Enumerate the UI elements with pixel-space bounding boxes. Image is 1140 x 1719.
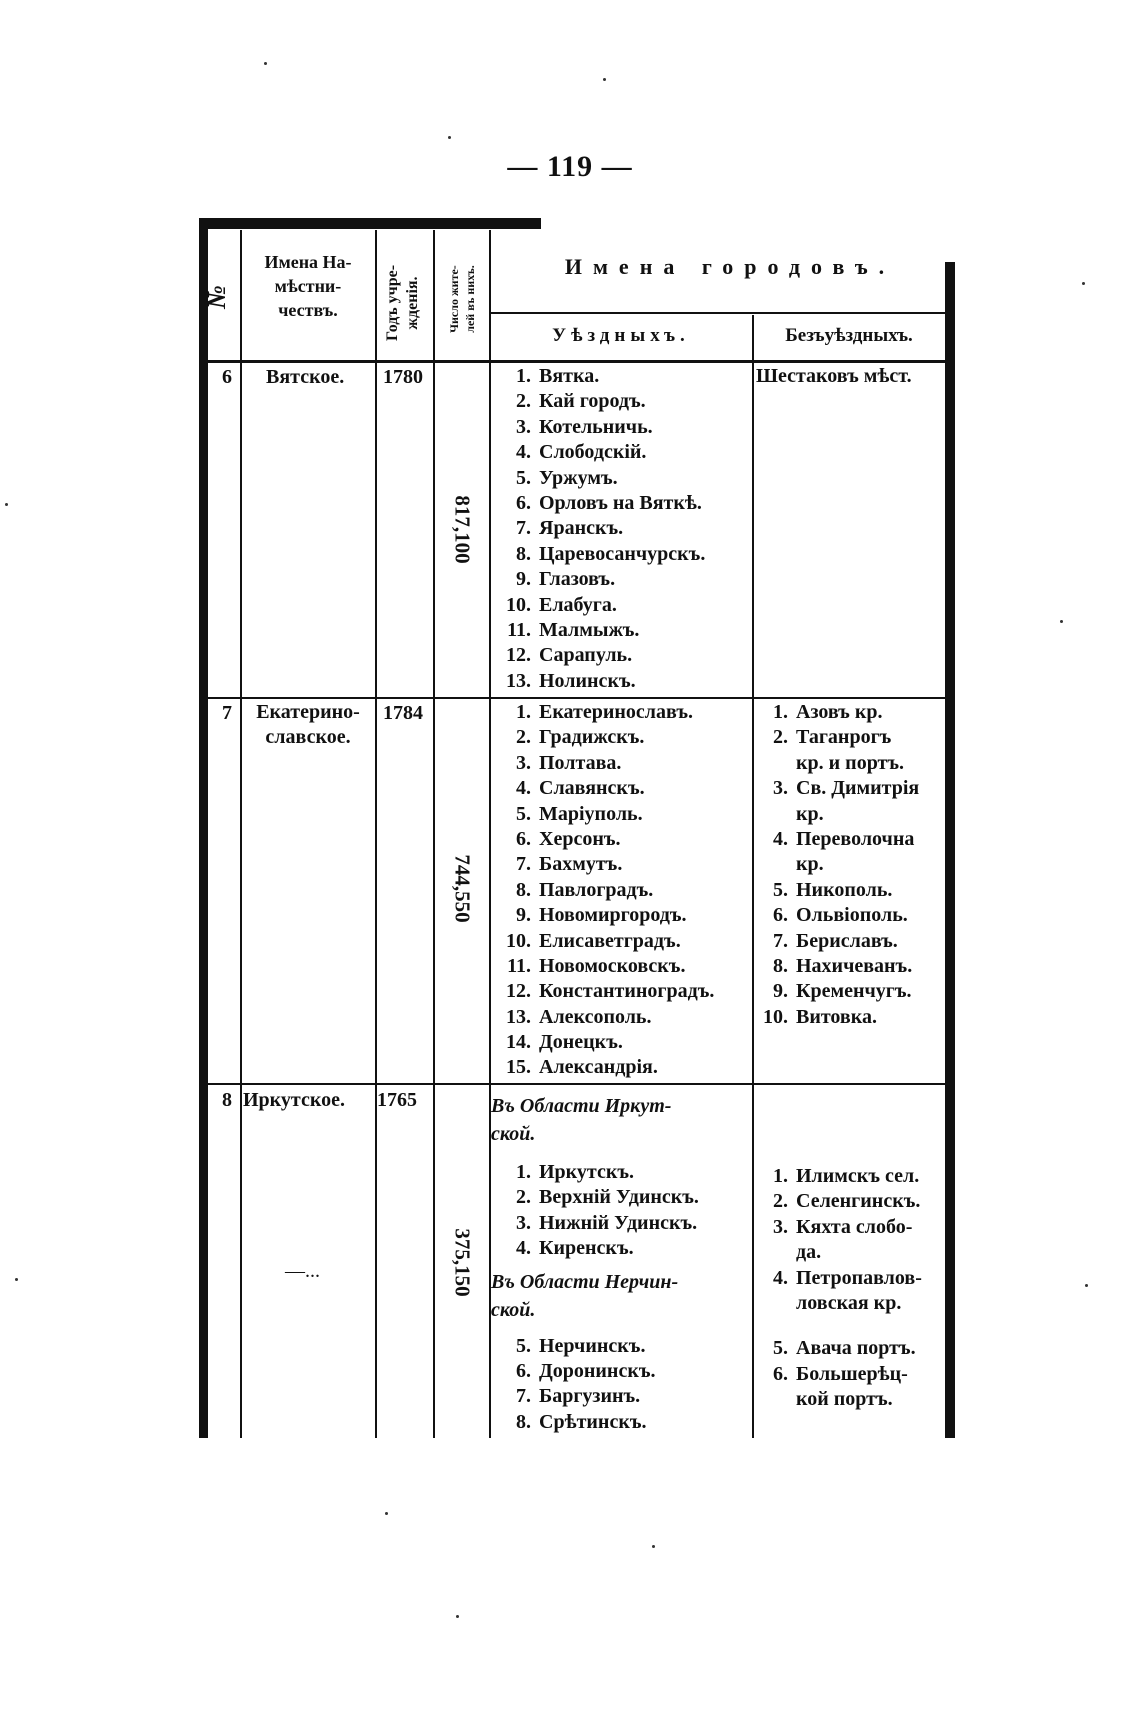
item-number: 5. (516, 802, 531, 825)
list-item (491, 700, 751, 725)
list-item (748, 929, 944, 954)
list-item (491, 491, 751, 516)
list-item (491, 1055, 751, 1080)
city-name: кр. (796, 853, 824, 876)
list-item (491, 1236, 751, 1261)
list-item (748, 776, 944, 801)
item-number: 7. (516, 517, 531, 540)
district-cities-list (491, 700, 751, 1081)
item-number: 8. (516, 878, 531, 901)
list-item (491, 852, 751, 877)
item-number (748, 1291, 796, 1316)
item-number: 8. (773, 954, 788, 977)
city-name: Витовка. (796, 1005, 877, 1028)
item-number: 7. (516, 853, 531, 876)
item-number (748, 802, 796, 827)
item-number: 2. (516, 726, 531, 749)
item-number: 4. (516, 777, 531, 800)
nondistrict-cities-list (748, 700, 944, 1030)
list-item (491, 618, 751, 643)
city-name: Маріуполь. (539, 802, 643, 825)
header-population: Число жите- лей въ нихъ. (447, 265, 477, 333)
list-item (491, 979, 751, 1004)
item-number: 6. (773, 1362, 788, 1385)
scan-speck (385, 1512, 388, 1515)
header-district: Уѣздныхъ. (552, 325, 690, 346)
item-number: 5. (773, 1337, 788, 1360)
list-item (491, 827, 751, 852)
item-number: 5. (516, 1334, 531, 1357)
list-item (748, 852, 944, 877)
list-item (491, 929, 751, 954)
row-number: 8 (222, 1089, 232, 1111)
city-name: Срѣтинскъ. (539, 1410, 647, 1433)
city-name: Донецкъ. (539, 1031, 623, 1054)
city-name: Орловъ на Вяткѣ. (539, 491, 702, 514)
item-number: 7. (773, 929, 788, 952)
item-number: 4. (773, 827, 788, 850)
city-name: Новомиргородъ. (539, 904, 687, 927)
city-name: Верхній Удинскъ. (539, 1186, 699, 1209)
item-number: 4. (516, 441, 531, 464)
city-name: Доронинскъ. (539, 1359, 656, 1382)
list-item (491, 1359, 751, 1384)
city-name: Сарапуль. (539, 644, 633, 667)
scan-speck (5, 503, 8, 506)
list-item (491, 542, 751, 567)
item-number: 3. (516, 415, 531, 438)
item-number: 14. (506, 1031, 531, 1054)
region-heading: Въ Области Иркут- ской. (491, 1095, 672, 1145)
city-name: кр. и портъ. (796, 751, 905, 774)
founding-year: 1784 (383, 702, 423, 724)
city-name: Ольвіополь. (796, 904, 908, 927)
list-item (748, 1387, 944, 1412)
item-number (748, 852, 796, 877)
item-number: 12. (506, 980, 531, 1003)
item-number: 13. (506, 1005, 531, 1028)
list-item (748, 1266, 944, 1291)
list-item (748, 903, 944, 928)
list-item (748, 1189, 944, 1214)
governorship-name: Иркутское. (243, 1089, 346, 1111)
item-number: 4. (773, 1266, 788, 1289)
city-name: ловская кр. (796, 1291, 902, 1314)
city-name: Нерчинскъ. (539, 1334, 646, 1357)
page-number: — 119 — (507, 150, 633, 183)
city-name: Бахмутъ. (539, 853, 623, 876)
city-name: Петропавлов- (796, 1266, 922, 1289)
col-line (433, 230, 435, 1438)
item-number: 10. (506, 593, 531, 616)
district-cities-list (491, 1092, 751, 1435)
item-number: 10. (506, 929, 531, 952)
city-name: Полтава. (539, 751, 622, 774)
city-name: Киренскъ. (539, 1237, 634, 1260)
list-item (748, 751, 944, 776)
city-name: Новомосковскъ. (539, 954, 686, 977)
item-number: 2. (773, 1190, 788, 1213)
founding-year: 1765 (377, 1089, 417, 1111)
header-cities: Имена городовъ. (564, 254, 896, 279)
city-name: Константиноградъ. (539, 980, 715, 1003)
city-name: Кай городъ. (539, 390, 646, 413)
list-item (491, 725, 751, 750)
list-item (748, 1240, 944, 1265)
dash-mark: —... (285, 1260, 320, 1282)
top-bar (205, 218, 541, 229)
city-name: Нижній Удинскъ. (539, 1211, 698, 1234)
city-name: Яранскъ. (539, 517, 624, 540)
list-item (491, 751, 751, 776)
row-separator (208, 1083, 945, 1085)
item-number: 11. (507, 954, 531, 977)
city-name: Екатеринославъ. (539, 701, 693, 723)
item-number: 15. (506, 1056, 531, 1079)
city-name: да. (796, 1241, 822, 1264)
city-name: Азовъ кр. (796, 701, 883, 723)
item-number: 1. (516, 1161, 531, 1183)
governorship-name: Екатерино- славское. (256, 701, 360, 748)
city-name: Алексополь. (539, 1005, 652, 1028)
founding-year: 1780 (383, 366, 423, 388)
right-border (945, 262, 955, 1438)
list-item (491, 364, 751, 389)
list-item (491, 1211, 751, 1236)
item-number: 3. (773, 1215, 788, 1238)
list-item (748, 1164, 944, 1189)
row-number: 6 (222, 366, 232, 388)
item-number: 10. (763, 1005, 788, 1028)
scan-speck (1060, 620, 1063, 623)
list-item (491, 567, 751, 592)
item-number: 6. (516, 491, 531, 514)
no-label: № (201, 285, 231, 309)
list-item (491, 954, 751, 979)
left-border (199, 218, 208, 1438)
spacer (491, 1324, 751, 1334)
item-number: 9. (773, 980, 788, 1003)
list-item (748, 1362, 944, 1387)
city-name: кой портъ. (796, 1388, 893, 1411)
list-item (491, 1384, 751, 1409)
city-name: Вятка. (539, 365, 600, 387)
item-number: 6. (773, 904, 788, 927)
city-name: Александрія. (539, 1056, 658, 1079)
city-name: Св. Димитрія (796, 777, 920, 800)
item-number: 5. (773, 878, 788, 901)
city-name: Нахичеванъ. (796, 954, 913, 977)
list-item (491, 669, 751, 694)
city-name: Херсонъ. (539, 827, 621, 850)
list-item (491, 389, 751, 414)
list-item (491, 440, 751, 465)
item-number: 1. (516, 365, 531, 387)
header-nondistrict: Безъуѣздныхъ. (785, 325, 913, 346)
header-bottom (208, 360, 945, 363)
list-item (491, 466, 751, 491)
city-name: Кременчугъ. (796, 980, 912, 1003)
item-number: 5. (516, 466, 531, 489)
city-name: Котельничь. (539, 415, 653, 438)
scan-speck (15, 1278, 18, 1281)
city-name: Шестаковъ мѣст. (756, 365, 912, 387)
city-name: Малмыжъ. (539, 618, 640, 641)
list-item (491, 1410, 751, 1435)
item-number: 6. (516, 1359, 531, 1382)
list-item (748, 700, 944, 725)
city-name: Нолинскъ. (539, 669, 636, 692)
list-item (491, 415, 751, 440)
list-item (491, 1160, 751, 1185)
col-line (240, 230, 242, 1438)
population-value: 375,150 (450, 1228, 475, 1297)
list-item (491, 593, 751, 618)
scan-speck (448, 136, 451, 139)
list-item (491, 643, 751, 668)
city-name: Слободскій. (539, 441, 647, 464)
city-name: Елабуга. (539, 593, 617, 616)
nondistrict-cities-list (756, 364, 944, 389)
item-number (748, 1387, 796, 1412)
region-heading: Въ Области Нерчин- ской. (491, 1270, 679, 1321)
spacer (491, 1148, 751, 1160)
list-item (748, 878, 944, 903)
item-number: 1. (516, 701, 531, 723)
list-item (491, 1005, 751, 1030)
city-name: Баргузинъ. (539, 1385, 641, 1408)
list-item (491, 776, 751, 801)
row-separator (208, 697, 945, 699)
city-name: кр. (796, 802, 824, 825)
item-number: 3. (516, 1211, 531, 1234)
item-number: 8. (516, 542, 531, 565)
governorship-name: Вятское. (266, 366, 345, 388)
scan-speck (456, 1615, 459, 1618)
city-name: Кяхта слобо- (796, 1215, 913, 1238)
item-number: 2. (516, 1186, 531, 1209)
city-name: Павлоградъ. (539, 878, 654, 901)
item-number: 9. (516, 568, 531, 591)
item-number: 3. (516, 751, 531, 774)
scan-speck (603, 78, 606, 81)
city-name: Елисаветградъ. (539, 929, 681, 952)
scan-speck (1082, 282, 1085, 285)
city-name: Славянскъ. (539, 777, 645, 800)
header-governorship: Имена На- мѣстни- чествъ. (264, 252, 352, 320)
scan-speck (264, 62, 267, 65)
scan-speck (652, 1545, 655, 1548)
item-number: 2. (773, 726, 788, 749)
list-item (491, 1185, 751, 1210)
list-item (748, 1215, 944, 1240)
item-number: 6. (516, 827, 531, 850)
item-number: 4. (516, 1237, 531, 1260)
row-number: 7 (222, 702, 232, 724)
list-item (748, 954, 944, 979)
list-item (491, 1030, 751, 1055)
list-item (491, 802, 751, 827)
item-number: 7. (516, 1385, 531, 1408)
list-item (491, 878, 751, 903)
city-name: Авача портъ. (796, 1337, 916, 1360)
city-name: Илимскъ сел. (796, 1165, 920, 1187)
list-item (748, 1291, 944, 1316)
nondistrict-cities-list (748, 1164, 944, 1413)
population-value: 744,550 (450, 854, 475, 923)
item-number: 1. (773, 1165, 788, 1187)
city-name: Бериславъ. (796, 929, 898, 952)
header-subline (490, 312, 945, 314)
list-item (756, 364, 944, 389)
scan-speck (1085, 1284, 1088, 1287)
header-year: Годъ учре- жденія. (384, 264, 421, 342)
list-item (748, 1005, 944, 1030)
item-number (748, 751, 796, 776)
city-name: Большерѣц- (796, 1362, 908, 1385)
city-name: Глазовъ. (539, 568, 616, 591)
list-item (748, 725, 944, 750)
city-name: Селенгинскъ. (796, 1190, 921, 1213)
list-item (748, 827, 944, 852)
list-item (491, 516, 751, 541)
city-name: Царевосанчурскъ. (539, 542, 706, 565)
city-name: Иркутскъ. (539, 1161, 635, 1183)
item-number: 3. (773, 777, 788, 800)
item-number: 2. (516, 390, 531, 413)
item-number: 1. (773, 701, 788, 723)
list-item (491, 1334, 751, 1359)
header-no (201, 270, 239, 330)
item-number: 12. (506, 644, 531, 667)
col-line (375, 230, 377, 1438)
city-name: Переволочна (796, 827, 915, 850)
list-item (491, 903, 751, 928)
item-number: 13. (506, 669, 531, 692)
item-number (748, 1240, 796, 1265)
city-name: Градижскъ. (539, 726, 645, 749)
city-name: Уржумъ. (539, 466, 618, 489)
district-cities-list (491, 364, 751, 694)
item-number: 11. (507, 618, 531, 641)
spacer (748, 1316, 944, 1336)
city-name: Никополь. (796, 878, 893, 901)
item-number: 8. (516, 1410, 531, 1433)
list-item (748, 1336, 944, 1361)
item-number: 9. (516, 904, 531, 927)
list-item (748, 802, 944, 827)
population-value: 817,100 (450, 495, 475, 564)
city-name: Таганрогъ (796, 726, 892, 749)
list-item (748, 979, 944, 1004)
